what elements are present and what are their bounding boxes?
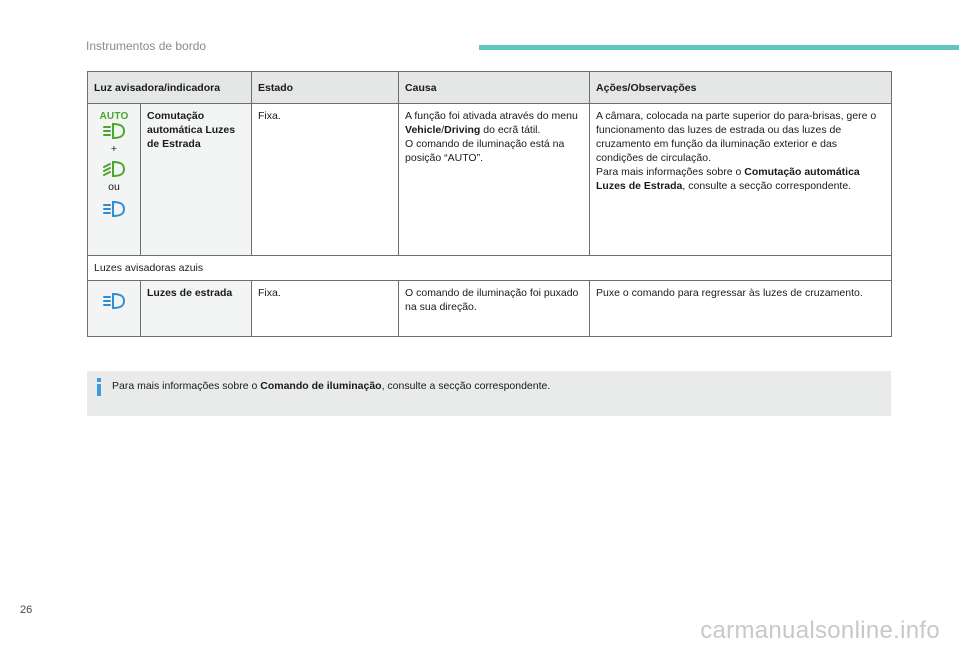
info-note-text: Para mais informações sobre o Comando de iluminação, consulte a secção correspondente. xyxy=(112,380,551,392)
column-header-actions: Ações/Observações xyxy=(590,72,892,104)
cause-cell: O comando de iluminação foi puxado na sua direção. xyxy=(399,281,590,337)
state-cell: Fixa. xyxy=(252,281,399,337)
info-note xyxy=(87,371,891,416)
section-title: Instrumentos de bordo xyxy=(86,39,207,53)
info-icon xyxy=(94,377,104,397)
auto-headlamp-icon xyxy=(102,122,126,140)
table-group-row xyxy=(88,256,892,281)
cause-cell: A função foi ativada através do menu Vehicle/Driving do ecrã tátil. O comando de iluminação está na posição “AUTO”. xyxy=(399,104,590,256)
light-name-cell: Comutação automática Luzes de Estrada xyxy=(141,104,252,256)
or-text: ou xyxy=(108,181,120,193)
table-row xyxy=(88,281,892,337)
table-row xyxy=(88,104,892,256)
group-label: Luzes avisadoras azuis xyxy=(88,256,892,281)
headlamp-blue-icon xyxy=(102,292,126,310)
light-name-cell: Luzes de estrada xyxy=(141,281,252,337)
action-cell: Puxe o comando para regressar às luzes de cruzamento. xyxy=(590,281,892,337)
warning-lights-table xyxy=(87,71,892,337)
icon-cell xyxy=(88,281,141,337)
plus-sign: + xyxy=(110,143,118,155)
watermark: carmanualsonline.info xyxy=(700,617,940,644)
state-cell: Fixa. xyxy=(252,104,399,256)
table-header-row xyxy=(88,72,892,104)
header-accent-bar xyxy=(479,45,959,50)
headlamp-blue-icon xyxy=(102,200,126,218)
icon-cell xyxy=(88,104,141,256)
column-header-light: Luz avisadora/indicadora xyxy=(88,72,252,104)
column-header-state: Estado xyxy=(252,72,399,104)
headlamp-green-icon xyxy=(102,160,126,178)
page-number: 26 xyxy=(20,604,33,616)
column-header-cause: Causa xyxy=(399,72,590,104)
auto-label: AUTO xyxy=(99,111,129,122)
action-cell: A câmara, colocada na parte superior do para-brisas, gere o funcionamento das luzes de estrada ou das luzes de cruzamento em função da iluminação exterior e das condições de circulação. Para mais informações sobre o Comutação automática Luzes de Estrada, consulte a secção correspondente. xyxy=(590,104,892,256)
